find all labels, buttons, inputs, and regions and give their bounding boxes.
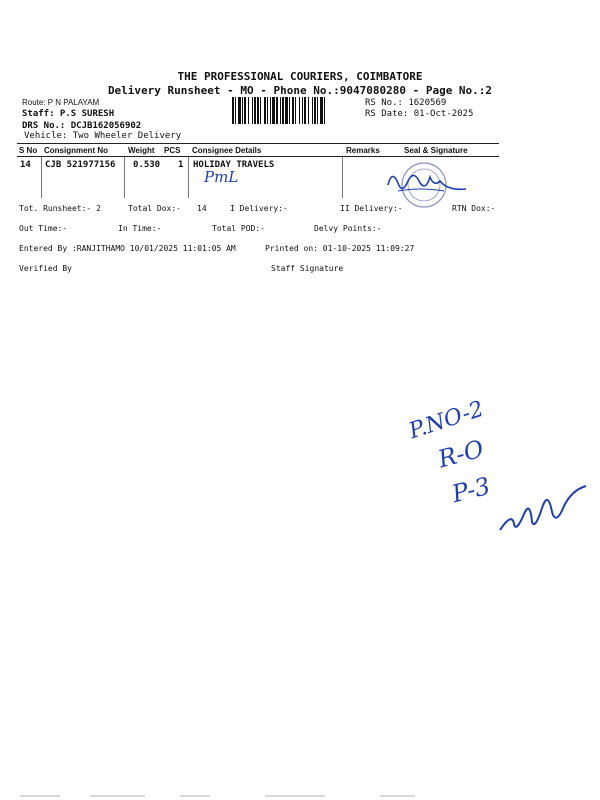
handwritten-page-note: P.NO-2 [406,396,487,445]
column-divider [342,157,343,198]
barcode-bar [272,97,275,124]
barcode-bar [295,97,296,124]
barcode-bar [244,97,246,124]
barcode-bar [308,97,309,124]
barcode-bar [317,97,318,124]
col-remarks: Remarks [346,146,380,155]
barcode-bar [304,97,306,124]
handwritten-p-note: P-3 [449,471,494,509]
col-weight: Weight [128,146,155,155]
table-header-rule [17,156,499,157]
entered-by: Entered By :RANJITHAMO 10/01/2025 11:01:05 AM [19,244,236,253]
barcode-image [232,97,360,124]
column-divider [41,157,42,198]
vehicle-label: Vehicle: Two Wheeler Delivery [24,131,182,141]
tot-runsheet: Tot. Runsheet:- 2 [19,204,101,213]
barcode-bar [276,97,278,124]
barcode-bar [320,97,323,124]
col-pcs: PCS [164,146,181,155]
runsheet-subtitle: Delivery Runsheet - MO - Phone No.:9047080280 - Page No.:2 [107,84,493,97]
barcode-bar [248,97,249,124]
staff-signature-label: Staff Signature [271,264,344,273]
row-consignee: HOLIDAY TRAVELS [193,160,275,170]
i-delivery: I Delivery:- [230,204,288,213]
barcode-bar [289,97,290,124]
barcode-bar [252,97,253,124]
company-title: THE PROFESSIONAL COURIERS, COIMBATORE [177,70,423,83]
barcode-bar [324,97,325,124]
staff-label: Staff: P.S SURESH [22,109,115,119]
barcode-bar [314,97,316,124]
barcode-bar [242,97,243,124]
barcode-bar [302,97,303,124]
row-pcs: 1 [178,160,184,170]
column-divider [124,157,125,198]
barcode-bar [270,97,271,124]
handwritten-r-note: R-O [435,434,487,474]
barcode-bar [257,97,259,124]
handwritten-row-note: PmL [204,168,239,186]
barcode-bar [232,97,234,124]
barcode-bar [264,97,266,124]
rs-number: RS No.: 1620569 [365,98,447,108]
total-pod: Total POD:- [212,224,265,233]
barcode-bar [267,97,268,124]
ii-delivery: II Delivery:- [340,204,403,213]
col-consignment: Consignment No [44,146,108,155]
barcode-bar [238,97,241,124]
verified-by: Verified By [19,264,72,273]
barcode-bar [235,97,236,124]
col-consignee: Consignee Details [192,146,262,155]
scan-noise [20,794,560,798]
in-time: In Time:- [118,224,162,233]
barcode-bar [285,97,288,124]
row-weight: 0.530 [133,160,161,170]
drs-number: DRS No.: DCJB162056902 [22,121,142,131]
rtn-dox: RTN Dox:- [452,204,496,213]
delvy-points: Delvy Points:- [314,224,382,233]
barcode-bar [280,97,281,124]
row-consignment: CJB 521977156 [45,160,116,170]
barcode-bar [260,97,261,124]
row-sno: 14 [20,160,31,170]
rs-date: RS Date: 01-Oct-2025 [365,109,474,119]
col-sno: S No [19,146,38,155]
col-seal: Seal & Signature [404,146,468,155]
barcode-bar [299,97,300,124]
out-time: Out Time:- [19,224,68,233]
barcode-bar [292,97,294,124]
barcode-bar [254,97,256,124]
total-dox-label: Total Dox:- [128,204,181,213]
table-top-rule [17,143,499,144]
column-divider [188,157,189,198]
route-label: Route: P N PALAYAM [22,98,100,107]
total-dox-value: 14 [197,204,207,213]
barcode-bar [312,97,313,124]
barcode-bar [282,97,284,124]
handwritten-signature [496,478,590,536]
printed-on: Printed on: 01-10-2025 11:09:27 [265,244,415,253]
